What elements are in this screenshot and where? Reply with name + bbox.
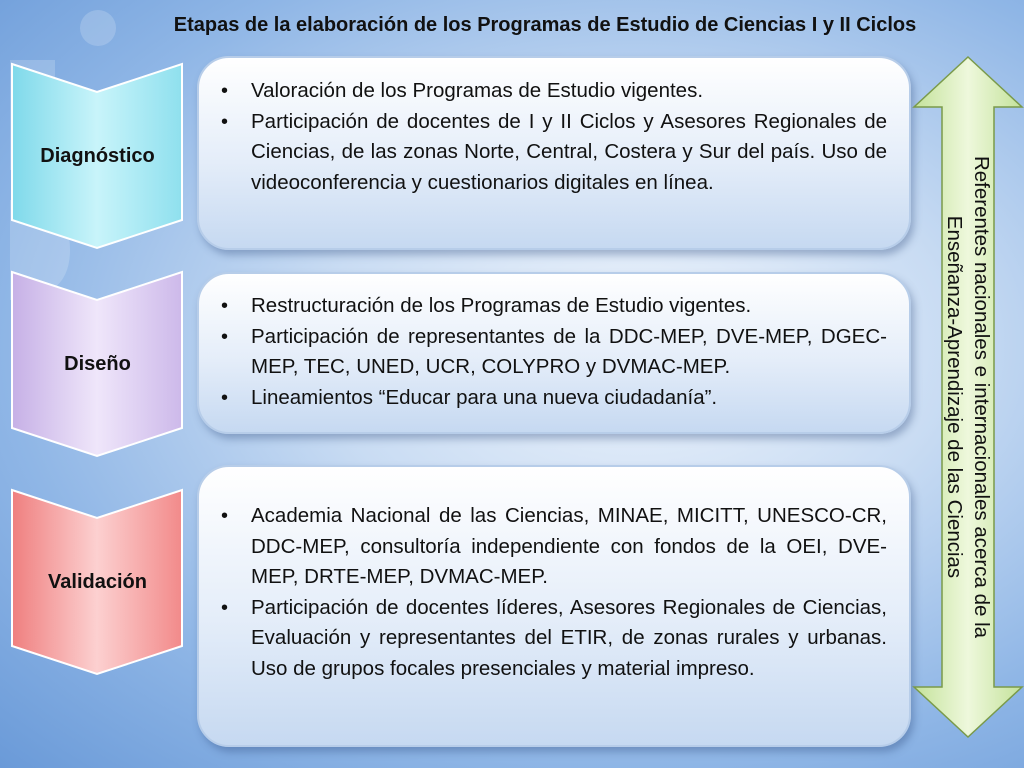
stage-box-validacion — [197, 465, 911, 747]
stage-label: Diagnóstico — [40, 145, 155, 167]
bullet-item: • Restructuración de los Programas de Estudio vigentes. — [251, 291, 887, 322]
bullet-item: • Lineamientos “Educar para una nueva ciudadanía”. — [251, 383, 887, 414]
bullet-item: • Participación de docentes líderes, Asesores Regionales de Ciencias, Evaluación y representantes del ETIR, de zonas rurales y urbanas. Uso de grupos focales presenciales y material impreso. — [251, 593, 887, 685]
bullet-item: • Participación de docentes de I y II Ciclos y Asesores Regionales de Ciencias, de las zonas Norte, Central, Costera y Sur del país. Uso de videoconferencia y cuestionarios digitales en línea. — [251, 107, 887, 199]
bullet-item: • Academia Nacional de las Ciencias, MINAE, MICITT, UNESCO-CR, DDC-MEP, consultoría independiente con fondos de la OEI, DVE-MEP, DRTE-MEP, DVMAC-MEP. — [251, 501, 887, 593]
side-arrow-line1: Referentes nacionales e internacionales acerca de la — [970, 155, 993, 639]
stage-label: Diseño — [64, 353, 131, 375]
stage-box-diseno — [197, 272, 911, 434]
bullet-list — [199, 58, 909, 198]
bullet-item: • Valoración de los Programas de Estudio vigentes. — [251, 76, 887, 107]
bullet-list — [199, 274, 909, 413]
bullet-list — [199, 467, 909, 684]
stage-label: Validación — [48, 571, 147, 593]
stage-chevron-diagnostico — [10, 62, 185, 250]
stage-chevron-validacion — [10, 488, 185, 676]
side-arrow-line2: Enseñanza-Aprendizaje de las Ciencias — [943, 215, 966, 579]
bullet-item: • Participación de representantes de la DDC-MEP, DVE-MEP, DGEC-MEP, TEC, UNED, UCR, COLYPRO y DVMAC-MEP. — [251, 322, 887, 383]
page-title: Etapas de la elaboración de los Programas de Estudio de Ciencias I y II Ciclos — [173, 14, 917, 36]
stage-chevron-diseno — [10, 270, 185, 458]
stage-box-diagnostico — [197, 56, 911, 250]
side-arrow-text — [941, 77, 995, 717]
